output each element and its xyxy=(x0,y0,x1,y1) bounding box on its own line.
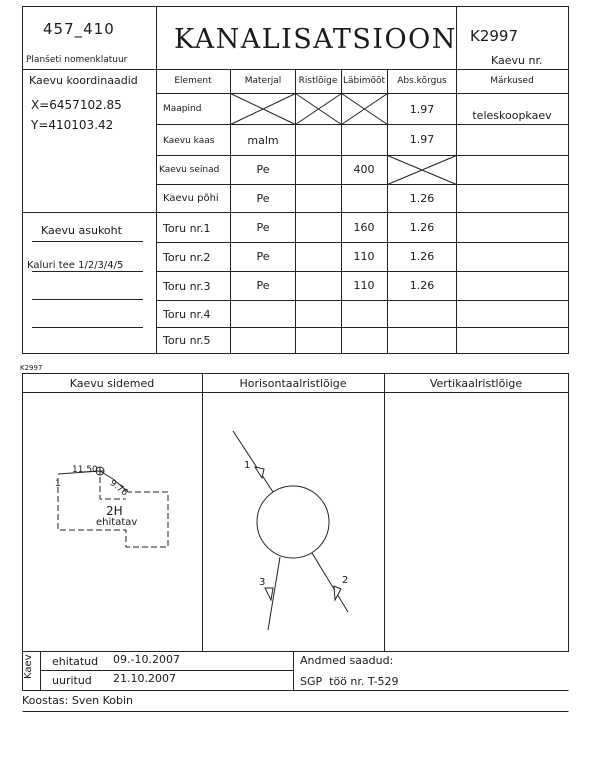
sketch-block-frame xyxy=(23,374,569,652)
location-heading: Kaevu asukoht xyxy=(41,224,122,237)
table-row-material: Pe xyxy=(256,279,270,292)
table-row-diameter: 110 xyxy=(353,279,375,292)
pipe-1 xyxy=(233,431,273,492)
pipe-label-3: 3 xyxy=(259,577,266,588)
table-row-element: Toru nr.5 xyxy=(163,334,211,347)
coordinate-y: Y=410103.42 xyxy=(31,118,114,132)
col-header-abs-height: Abs.kõrgus xyxy=(397,76,447,86)
pipe-label-2: 2 xyxy=(342,575,349,586)
table-row-element: Toru nr.3 xyxy=(163,280,211,293)
built-date: 09.-10.2007 xyxy=(113,653,180,666)
table-row-material: malm xyxy=(247,134,279,147)
table-row-notes: teleskoopkaev xyxy=(472,109,552,122)
coordinates-heading: Kaevu koordinaadid xyxy=(29,74,138,87)
table-row-height: 1.26 xyxy=(409,279,435,292)
well-cross-section xyxy=(257,486,329,558)
surveyed-label: uuritud xyxy=(52,674,92,687)
table-row-height: 1.26 xyxy=(409,221,435,234)
table-row-material: Pe xyxy=(256,163,270,176)
table-row-height: 1.97 xyxy=(409,103,435,116)
col-header-diameter: Läbimõõt xyxy=(342,76,386,86)
table-row-element: Kaevu põhi xyxy=(163,193,219,204)
table-row-height: 1.26 xyxy=(409,192,435,205)
col-header-cross-section: Ristlõige xyxy=(298,76,338,86)
ties-heading: Kaevu sidemed xyxy=(69,377,155,390)
location-address: Kaluri tee 1/2/3/4/5 xyxy=(27,260,124,271)
page-title: KANALISATSIOON xyxy=(174,24,457,55)
table-row-material: Pe xyxy=(256,192,270,205)
table-row-height: 1.97 xyxy=(409,133,435,146)
coordinate-x: X=6457102.85 xyxy=(31,98,122,112)
table-row-element: Kaevu kaas xyxy=(163,136,215,146)
col-header-element: Element xyxy=(174,76,212,86)
surveyed-date: 21.10.2007 xyxy=(113,672,176,685)
data-source: SGP töö nr. T-529 xyxy=(300,675,399,688)
table-row-element: Maapind xyxy=(163,104,202,114)
building-status: ehitatav xyxy=(96,517,138,528)
table-row-element: Toru nr.1 xyxy=(163,222,211,235)
tie-point-1: 1 xyxy=(55,479,61,489)
table-row-diameter: 160 xyxy=(353,221,375,234)
map-code: 457_410 xyxy=(43,20,115,38)
table-row-element: Toru nr.2 xyxy=(163,251,211,264)
building-id: 2H xyxy=(106,504,123,518)
table-row-height: 1.26 xyxy=(409,250,435,263)
pipe-label-1: 1 xyxy=(244,460,251,471)
map-code-label: Planšeti nomenklatuur xyxy=(26,55,128,65)
data-source-label: Andmed saadud: xyxy=(300,654,394,667)
author: Koostas: Sven Kobin xyxy=(22,694,133,707)
footer-vertical-label: Kaev xyxy=(23,654,34,679)
horizontal-section-heading: Horisontaalristlõige xyxy=(239,377,347,390)
col-header-notes: Märkused xyxy=(490,76,534,86)
well-id-label: Kaevu nr. xyxy=(491,54,543,67)
table-row-element: Toru nr.4 xyxy=(163,308,211,321)
col-header-material: Materjal xyxy=(244,76,282,86)
built-label: ehitatud xyxy=(52,655,99,668)
table-row-diameter: 400 xyxy=(353,163,375,176)
table-row-diameter: 110 xyxy=(353,250,375,263)
table-row-element: Kaevu seinad xyxy=(159,165,220,175)
table-row-material: Pe xyxy=(256,250,270,263)
vertical-section-heading: Vertikaalristlõige xyxy=(429,377,523,390)
tie-distance-2: 9.76 xyxy=(107,478,130,499)
well-id: K2997 xyxy=(470,27,519,45)
table-row-material: Pe xyxy=(256,221,270,234)
tie-distance-1: 11.50 xyxy=(72,465,98,475)
section-well-label: K2997 xyxy=(20,364,43,372)
